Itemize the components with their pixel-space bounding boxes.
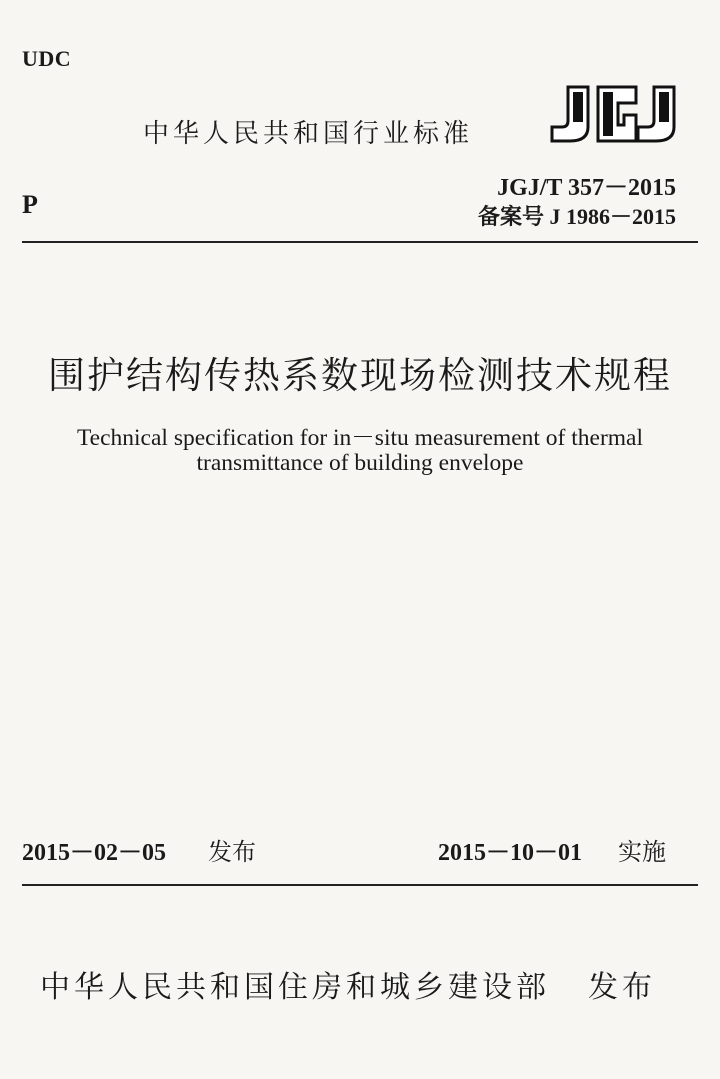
implementation-date: 2015－10－01 <box>438 840 582 866</box>
publish-label: 发布 <box>588 970 656 1005</box>
issue-label: 发布 <box>208 838 256 866</box>
top-divider <box>22 241 698 243</box>
jgj-logo <box>546 83 680 145</box>
filing-number: 备案号 J 1986－2015 <box>477 204 676 229</box>
standard-number: JGJ/T 357－2015 <box>497 175 676 201</box>
bottom-divider <box>22 884 698 886</box>
implementation-label: 实施 <box>618 838 666 866</box>
title-english-line2: transmittance of building envelope <box>196 450 524 476</box>
title-chinese: 围护结构传热系数现场检测技术规程 <box>48 356 672 397</box>
industry-standard-heading: 中华人民共和国行业标准 <box>143 119 474 149</box>
publisher-name: 中华人民共和国住房和城乡建设部 <box>40 970 550 1005</box>
udc-label: UDC <box>22 46 72 71</box>
category-code: P <box>22 190 38 219</box>
issue-date: 2015－02－05 <box>22 840 166 866</box>
title-english-line1: Technical specification for in－situ measurement of thermal <box>76 425 644 451</box>
